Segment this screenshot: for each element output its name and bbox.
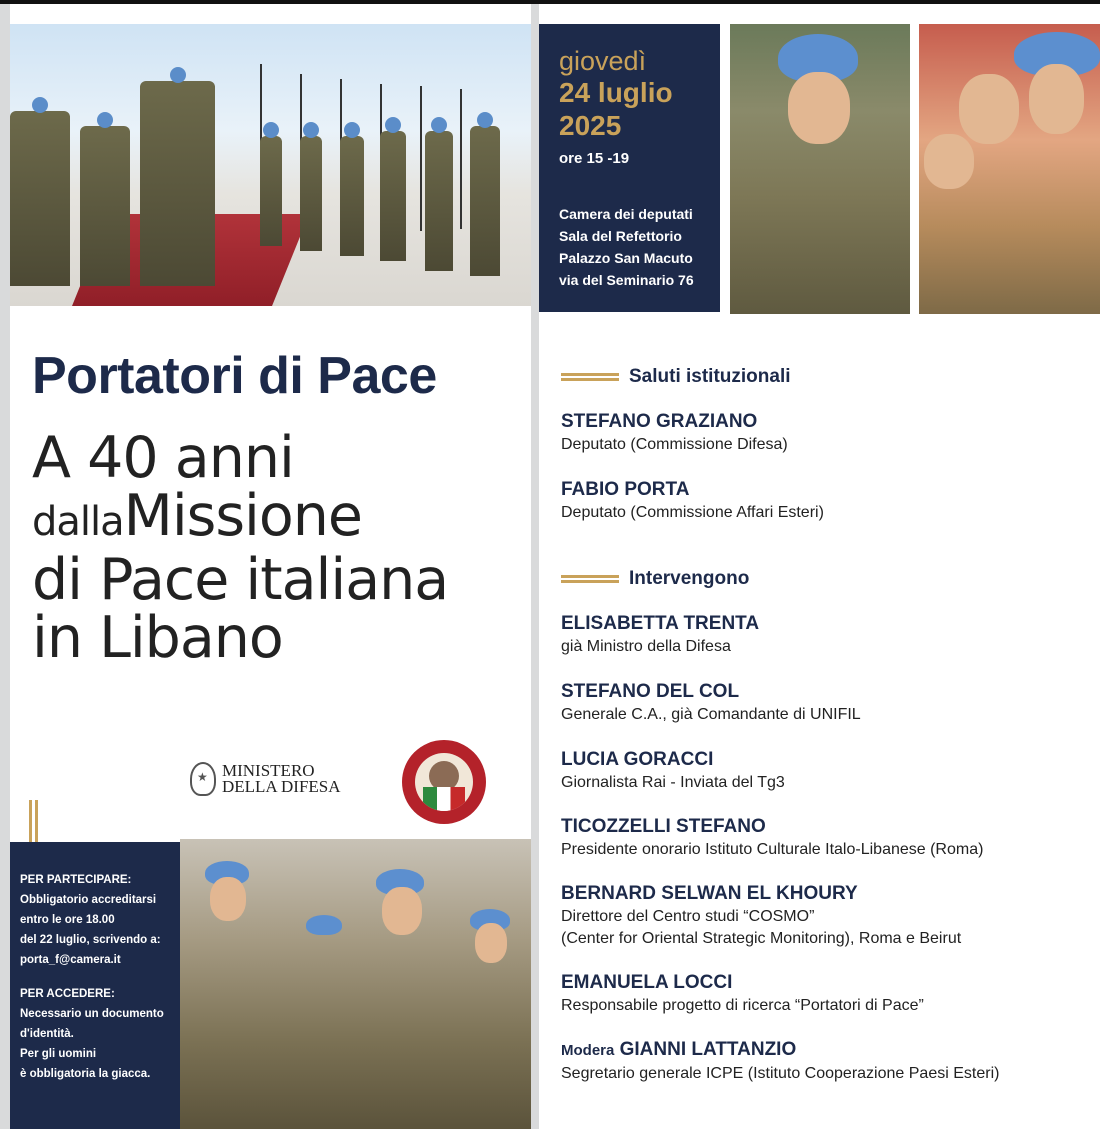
association-seal-logo [402,740,486,824]
soldier-face [1029,64,1084,134]
subtitle-line: di Pace italiana [32,547,449,613]
info-heading: PER PARTECIPARE: [20,874,132,886]
speaker-role: Giornalista Rai - Inviata del Tg3 [561,774,785,791]
soldier-figure [300,136,322,251]
gold-accent-bars [561,573,619,585]
soldier-figure [260,136,282,246]
gold-accent-bars [29,800,39,842]
speaker-name: STEFANO GRAZIANO [561,411,758,432]
speaker-role: Generale C.A., già Comandante di UNIFIL [561,706,861,723]
poster-subtitle [32,425,449,671]
flag-pole [420,86,422,231]
speaker-entry [561,478,824,524]
speakers-section-header [561,568,749,590]
moderator-line [561,1038,999,1063]
event-year: 2025 [559,110,622,141]
speaker-name: LUCIA GORACCI [561,749,714,770]
soldier-face [210,877,246,921]
speaker-name: BERNARD SELWAN EL KHOURY [561,883,858,904]
speaker-name: ELISABETTA TRENTA [561,613,760,634]
speaker-name: TICOZZELLI STEFANO [561,816,766,837]
speaker-entry [561,612,759,658]
speaker-entry [561,680,861,726]
venue-line: Palazzo San Macuto [559,250,693,266]
gold-accent-bars [561,371,619,383]
info-line: Necessario un documento [20,1008,164,1020]
info-heading: PER ACCEDERE: [20,988,115,1000]
info-line: entro le ore 18.00 [20,914,115,926]
event-time: ore 15 -19 [559,150,630,167]
speaker-entry [561,882,961,950]
general-figure [140,81,215,286]
speaker-role: Deputato (Commissione Affari Esteri) [561,504,824,521]
speaker-role: Deputato (Commissione Difesa) [561,436,788,453]
moderator-role: Segretario generale ICPE (Istituto Cooperazione Paesi Esteri) [561,1065,1000,1082]
venue-line: via del Seminario 76 [559,272,694,288]
ministry-logo [190,762,341,796]
participation-info-box [10,842,180,1129]
moderator-entry [561,1038,999,1085]
event-date: 24 luglio [559,77,673,108]
soldier-face [382,887,422,935]
subtitle-line [32,483,448,551]
speaker-entry [561,815,983,861]
soldier-figure [425,131,453,271]
flag-pole [460,89,462,229]
soldier-face [788,72,850,144]
soldier-figure [10,111,70,286]
info-line: Per gli uomini [20,1048,97,1060]
speaker-role: già Ministro della Difesa [561,638,731,655]
contact-email: porta_f@camera.it [20,954,121,966]
event-day: giovedì [559,46,647,76]
ministry-name-line: MINISTERO [222,761,315,780]
venue-line: Camera dei deputati [559,206,693,222]
speaker-name: FABIO PORTA [561,479,690,500]
republic-emblem-icon [190,762,216,796]
info-line: è obbligatoria la giacca. [20,1068,151,1080]
soldier-figure [80,126,130,286]
subtitle-line: in Libano [32,605,283,671]
speakers-label: Intervengono [629,568,750,589]
speaker-role: Presidente onorario Istituto Culturale Italo-Libanese (Roma) [561,841,984,858]
parade-photo [10,24,531,306]
speaker-role: Direttore del Centro studi “COSMO” [561,908,815,925]
soldier-figure [380,131,406,261]
subtitle-line: A 40 anni [32,425,294,491]
subtitle-big-word: Missione [123,483,362,549]
speaker-entry [561,410,788,456]
moderator-prefix: Modera [561,1042,615,1059]
child-face [924,134,974,189]
soldier-figure [470,126,500,276]
soldier-face [475,923,507,963]
speaker-role: Responsabile progetto di ricerca “Portatori di Pace” [561,997,924,1014]
ministry-name-line: DELLA DIFESA [222,777,341,796]
venue-line: Sala del Refettorio [559,228,682,244]
speaker-name: EMANUELA LOCCI [561,972,733,993]
speaker-name: STEFANO DEL COL [561,681,740,702]
peacekeeper-with-family-photo [919,24,1100,314]
info-line: Obbligatorio accreditarsi [20,894,157,906]
poster-frame-left [0,4,10,1129]
poster-divider [531,4,539,1129]
blue-beret [306,915,342,935]
soldier-portrait-photo [730,24,910,314]
greetings-section-header [561,366,791,388]
speaker-role: (Center for Oriental Strategic Monitoring), Roma e Beirut [561,930,962,947]
poster-title: Portatori di Pace [32,347,437,405]
woman-face [959,74,1019,144]
seal-portrait-icon [415,753,473,811]
event-poster [0,4,1100,1129]
speaker-entry [561,971,924,1017]
soldier-figure [340,136,364,256]
info-line: del 22 luglio, scrivendo a: [20,934,161,946]
speaker-entry [561,748,785,794]
date-box [539,24,720,312]
info-line: d'identità. [20,1028,74,1040]
venue-block [559,203,720,291]
subtitle-small-word: dalla [32,499,124,545]
greetings-label: Saluti istituzionali [629,366,791,387]
moderator-name: GIANNI LATTANZIO [619,1039,797,1060]
marching-troops-photo [180,839,531,1129]
